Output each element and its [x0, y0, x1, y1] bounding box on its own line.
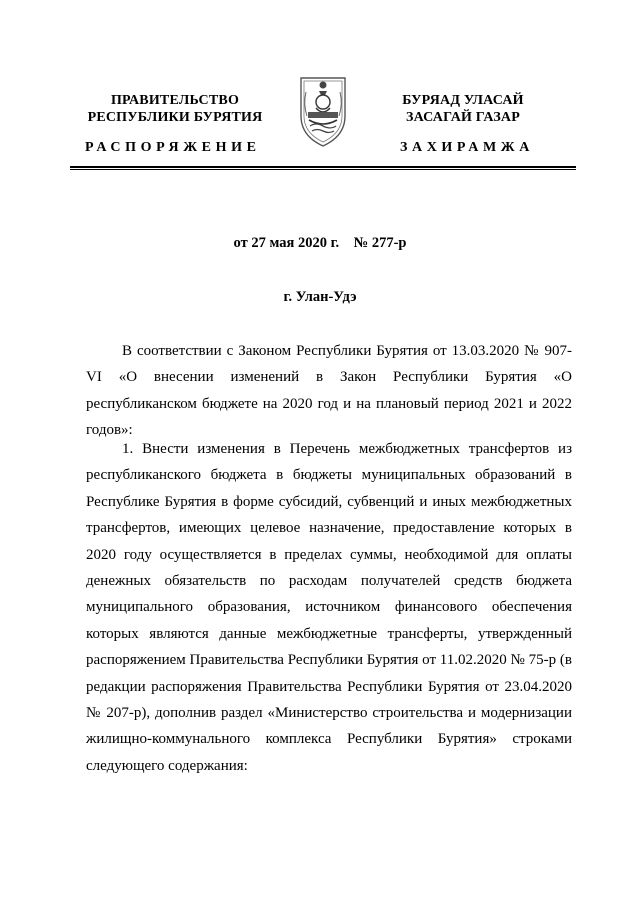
document-date-number: от 27 мая 2020 г. № 277-р: [233, 235, 407, 251]
header-right-line1: БУРЯАД УЛАСАЙ: [402, 93, 524, 108]
document-city: г. Улан-Удэ: [283, 289, 357, 305]
header-left-line2: РЕСПУБЛИКИ БУРЯТИЯ: [87, 110, 263, 125]
document-kind-ru: РАСПОРЯЖЕНИЕ: [85, 140, 261, 155]
header-divider-thin: [70, 169, 576, 170]
header-right: [358, 92, 568, 126]
header-left: [70, 92, 280, 126]
header-right-line2: ЗАСАГАЙ ГАЗАР: [405, 110, 520, 125]
header-divider-thick: [70, 166, 576, 168]
body-paragraph-2: 1. Внести изменения в Перечень межбюджетных трансфертов из республиканского бюджета в бюджеты муниципальных образований в Республике Бурятия в форме субсидий, субвенций и иных межбюджетных трансфертов, имеющих целевое назначение, предоставление которых в 2020 году осуществляется в пределах суммы, необходимой для оплаты денежных обязательств по расходам получателей средств бюджета муниципального образования, источником финансового обеспечения которых являются данные межбюджетные трансферты, утвержденный распоряжением Правительства Республики Бурятия от 11.02.2020 № 75-р (в редакции распоряжения Правительства Республики Бурятия от 23.04.2020 № 207-р), дополнив раздел «Министерство строительства и модернизации жилищно-коммунального комплекса Республики Бурятия» строками следующего содержания:: [86, 441, 572, 774]
body-paragraph-1: В соответствии с Законом Республики Бурятия от 13.03.2020 № 907-VI «О внесении изменений в Закон Республики Бурятия «О республиканском бюджете на 2020 год и на плановый период 2021 и 2022 годов»:: [86, 343, 572, 439]
document-kind-bur: ЗАХИРАМЖА: [400, 140, 534, 155]
header-left-line1: ПРАВИТЕЛЬСТВО: [110, 93, 240, 108]
coat-of-arms-icon: [297, 72, 349, 150]
